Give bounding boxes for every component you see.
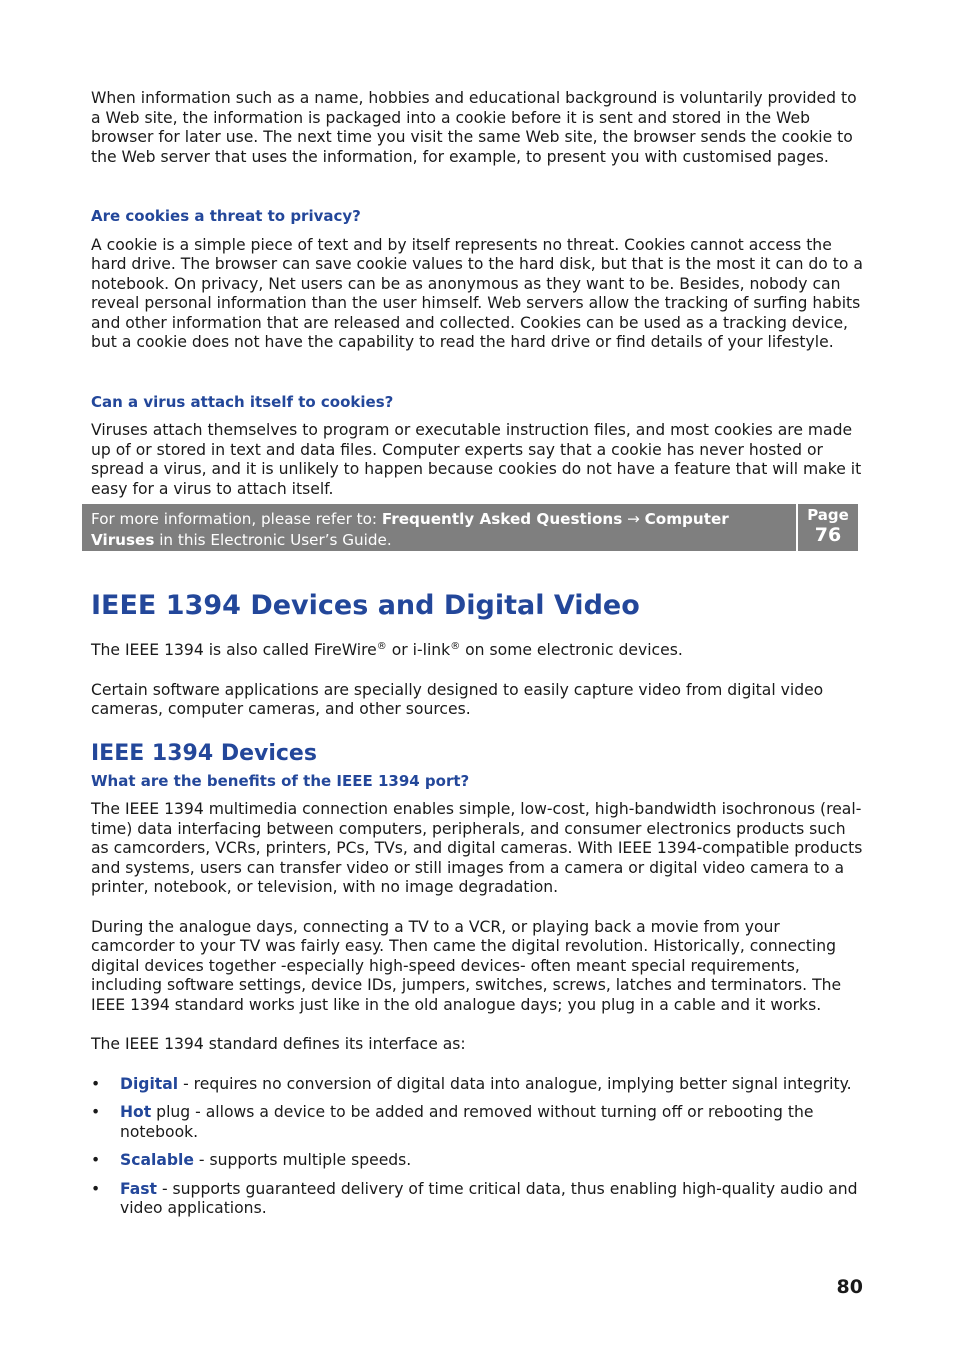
page-reference-button[interactable] xyxy=(798,504,858,551)
list-term: Hot xyxy=(120,1103,152,1121)
firewire-text: The IEEE 1394 is also called FireWire xyxy=(91,641,377,659)
ilink-text: or i-link xyxy=(386,641,451,659)
benefits-paragraph: The IEEE 1394 multimedia connection enables simple, low-cost, high-bandwidth isochronous (real-time) data interfacing between computers, peripherals, and consumer electronics products such as camcorders, VCRs, printers, PCs, TVs, and digital cameras. With IEEE 1394-compatible products and systems, users can transfer video or still images from a camera or digital video camera to a printer, notebook, or television, with no image degradation. xyxy=(91,800,863,896)
arrow-icon: → xyxy=(622,510,645,528)
note-prefix: For more information, please refer to: xyxy=(91,510,382,528)
list-item xyxy=(91,1103,867,1142)
list-text: - supports guaranteed delivery of time critical data, thus enabling high-quality audio and video applications. xyxy=(120,1179,858,1217)
devices-text: on some electronic devices. xyxy=(460,641,683,659)
list-text: - requires no conversion of digital data into analogue, implying better signal integrity. xyxy=(178,1074,852,1093)
interface-intro: The IEEE 1394 standard defines its interface as: xyxy=(91,1035,466,1053)
bullet-icon: • xyxy=(91,1074,101,1093)
list-item xyxy=(91,1151,867,1171)
reference-note xyxy=(82,504,858,551)
answer-paragraph-privacy: A cookie is a simple piece of text and by itself represents no threat. Cookies cannot access the hard drive. The browser can save cookie values to the hard disk, but that is the most it can do to a notebook. On privacy, Net users can be as anonymous as they want to be. Besides, nobody can reveal personal information than the user himself. Web servers allow the tracking of surfing habits and other information that are released and collected. Cookies can be used as a tracking device, but a cookie does not have the capability to read the hard drive or find details of your lifestyle. xyxy=(91,235,863,351)
page-number: 80 xyxy=(836,1276,863,1298)
note-link-viruses[interactable]: Computer Viruses xyxy=(91,510,729,549)
list-text: - supports multiple speeds. xyxy=(193,1151,412,1169)
history-paragraph: During the analogue days, connecting a TV to a VCR, or playing back a movie from your camcorder to your TV was fairly easy. Then came the digital revolution. Historically, connecting digital devices together -especially high-speed devices- often meant special requirements, including software settings, device IDs, jumpers, switches, screws, latches and terminators. The IEEE 1394 standard works just like in the old analogue days; you plug in a cable and it works. xyxy=(91,917,842,1014)
list-item xyxy=(91,1180,867,1219)
bullet-icon: • xyxy=(91,1103,101,1121)
list-term: Scalable xyxy=(120,1151,194,1169)
bullet-icon: • xyxy=(91,1179,101,1198)
firewire-paragraph xyxy=(91,641,867,661)
subsection-title: IEEE 1394 Devices xyxy=(91,740,317,766)
answer-paragraph-virus: Viruses attach themselves to program or executable instruction files, and most cookies are made up of or stored in text and data files. Computer experts say that a cookie has never hosted or spread a virus, and it is unlikely to happen because cookies do not have a feature that will make it easy for a virus to attach itself. xyxy=(91,421,862,498)
question-heading-privacy: Are cookies a threat to privacy? xyxy=(91,207,361,225)
intro-paragraph: When information such as a name, hobbies and educational background is voluntarily provided to a Web site, the information is packaged into a cookie before it is sent and stored in the Web browser for later use. The next time you visit the same Web site, the browser sends the cookie to the Web server that uses the information, for example, to present you with customised pages. xyxy=(91,89,857,166)
list-term: Fast xyxy=(120,1179,157,1198)
list-item xyxy=(91,1075,867,1095)
section-title: IEEE 1394 Devices and Digital Video xyxy=(91,590,640,621)
note-text xyxy=(82,504,796,551)
registered-mark: ® xyxy=(376,640,387,652)
interface-list xyxy=(91,1075,867,1219)
bullet-icon: • xyxy=(91,1151,101,1169)
question-heading-virus: Can a virus attach itself to cookies? xyxy=(91,392,394,411)
benefits-question: What are the benefits of the IEEE 1394 port? xyxy=(91,771,470,790)
cookies-section xyxy=(91,89,867,499)
registered-mark: ® xyxy=(450,640,461,652)
page-reference-label: Page xyxy=(807,506,849,524)
software-paragraph: Certain software applications are specially designed to easily capture video from digital video cameras, computer cameras, and other sources. xyxy=(91,680,824,718)
note-suffix: in this Electronic User’s Guide. xyxy=(154,531,392,549)
ieee-section xyxy=(91,641,867,1228)
page-reference-number: 76 xyxy=(814,524,842,546)
note-link-faq[interactable]: Frequently Asked Questions xyxy=(381,510,623,528)
list-text: plug - allows a device to be added and removed without turning off or rebooting the notebook. xyxy=(120,1103,814,1141)
list-term: Digital xyxy=(120,1074,179,1093)
